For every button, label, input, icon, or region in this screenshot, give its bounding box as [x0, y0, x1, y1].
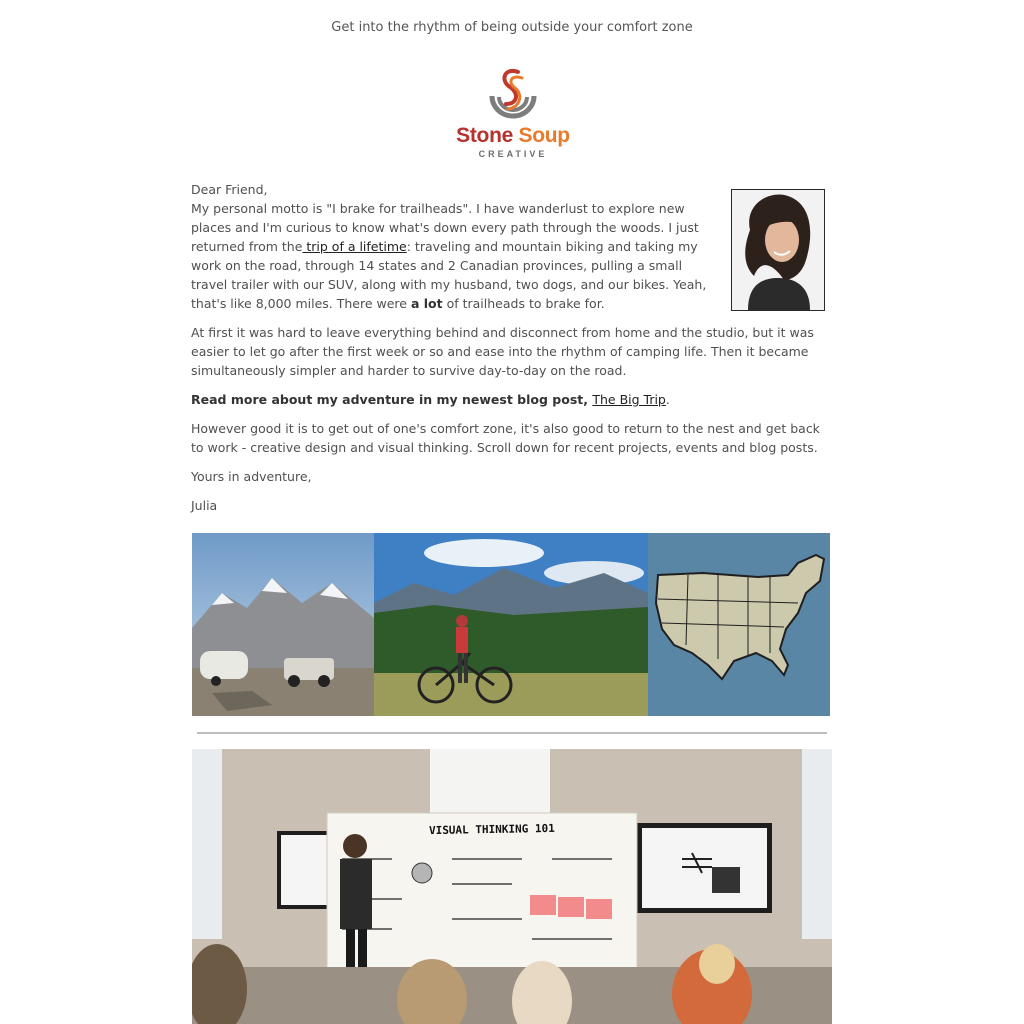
period: . — [665, 392, 670, 407]
preheader-text: Get into the rhythm of being outside your comfort zone — [331, 20, 693, 35]
letter-p1-bold: a lot — [410, 296, 443, 311]
logo-tagline: CREATIVE — [478, 149, 548, 159]
logo-word-stone: Stone — [456, 124, 513, 147]
visual-thinking-class-photo[interactable] — [192, 749, 832, 1024]
stone-soup-logo[interactable] — [452, 66, 574, 162]
mountain-bike-photo[interactable] — [374, 533, 648, 716]
letter-p1-text-a: My personal motto is "I brake for trailheads". I have wanderlust to explore new places and I'm curious to know what's down every path through the woods. I just returned from the — [191, 201, 699, 254]
trip-photo-strip — [192, 533, 830, 716]
logo-word-soup: Soup — [518, 124, 570, 147]
soup-bowl-icon — [452, 66, 574, 126]
author-portrait — [731, 189, 825, 311]
usa-map-image[interactable] — [648, 533, 830, 716]
trip-of-a-lifetime-link[interactable]: trip of a lifetime — [302, 239, 407, 254]
letter-greeting: Dear Friend, — [191, 182, 268, 197]
letter-paragraph-3 — [191, 390, 834, 409]
blog-post-callout: Read more about my adventure in my newest blog post, — [191, 392, 593, 407]
logo-wordmark — [452, 124, 574, 148]
whiteboard-title: VISUAL THINKING 101 — [428, 821, 555, 838]
section-divider — [197, 732, 827, 734]
trailer-glacier-photo[interactable] — [192, 533, 374, 716]
letter-body — [191, 180, 834, 525]
letter-signature: Julia — [191, 498, 218, 513]
letter-paragraph-4: However good it is to get out of one's comfort zone, it's also good to return to the nest and get back to work - creative design and visual thinking. Scroll down for recent projects, events and blog posts. — [191, 421, 820, 455]
letter-p1-text-b: : traveling and mountain biking and taking my work on the road, through 14 states and 2 Canadian provinces, pulling a small travel trailer with our SUV, along with my husband, two dogs, and our bikes. Yeah, that's like 8,000 miles. There were — [191, 239, 707, 311]
letter-closing: Yours in adventure, — [191, 469, 312, 484]
letter-p1-text-c: of trailheads to brake for. — [442, 296, 605, 311]
letter-paragraph-2: At first it was hard to leave everything behind and disconnect from home and the studio, but it was easier to let go after the first week or so and ease into the rhythm of camping life. Then it became simultaneously simpler and harder to survive day-to-day on the road. — [191, 325, 814, 378]
the-big-trip-link[interactable]: The Big Trip — [592, 392, 666, 407]
